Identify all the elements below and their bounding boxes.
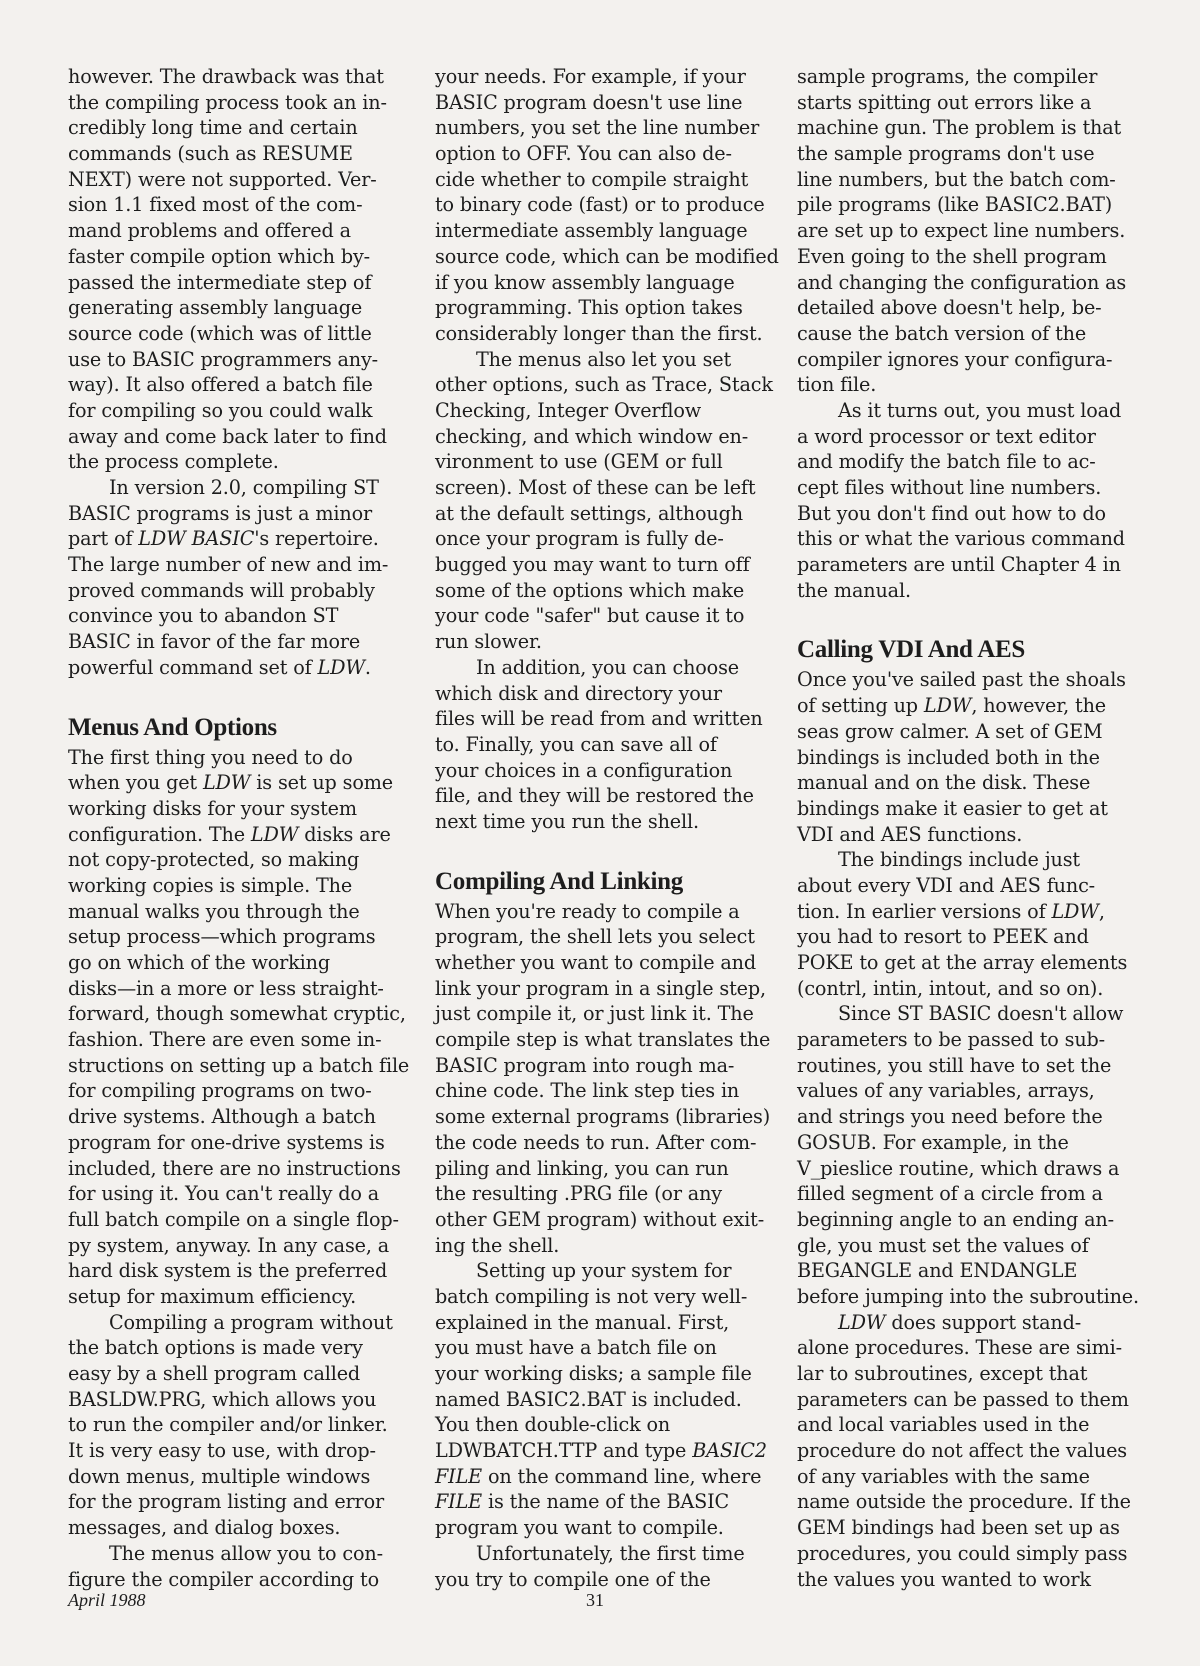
text-line: and changing the configuration as xyxy=(797,270,1127,294)
text-line: BASIC in favor of the far more xyxy=(68,630,361,654)
text-line: the resulting .PRG file (or any xyxy=(435,1182,722,1206)
text-line: source code, which can be modified xyxy=(435,244,779,268)
text-line: forward, though somewhat cryptic, xyxy=(68,1002,406,1026)
text-line: full batch compile on a single flop- xyxy=(68,1207,399,1231)
text-line: some of the options which make xyxy=(435,578,745,602)
text-line: ing the shell. xyxy=(435,1233,560,1257)
text-line: your choices in a configuration xyxy=(435,758,733,782)
text-line: BASLDW.PRG, which allows you xyxy=(68,1387,377,1411)
text-line: piling and linking, you can run xyxy=(435,1156,729,1180)
text-line: this or what the various command xyxy=(797,527,1125,551)
text-line: Compiling a program without xyxy=(109,1310,393,1334)
text-line: BASIC programs is just a minor xyxy=(68,501,372,525)
text-line: numbers, you set the line number xyxy=(435,116,760,140)
text-line: The large number of new and im- xyxy=(68,553,389,577)
text-line: vironment to use (GEM or full xyxy=(435,450,723,474)
text-line: chine code. The link step ties in xyxy=(435,1079,740,1103)
text-line: go on which of the working xyxy=(68,951,330,974)
text-line: for using it. You can't really do a xyxy=(68,1182,379,1206)
text-line: detailed above doesn't help, be- xyxy=(797,296,1102,320)
text-line: to run the compiler and/or linker. xyxy=(68,1413,388,1437)
paragraph xyxy=(435,1541,771,1592)
text-line: use to BASIC programmers any- xyxy=(68,347,379,371)
text-line: source code (which was of little xyxy=(68,321,372,345)
text-line: which disk and directory your xyxy=(435,681,722,705)
text-line: Even going to the shell program xyxy=(797,244,1107,268)
text-line: structions on setting up a batch file xyxy=(68,1053,410,1077)
text-line: about every VDI and AES func- xyxy=(797,873,1096,897)
text-line: for compiling programs on two- xyxy=(68,1079,372,1103)
section-heading: Compiling And Linking xyxy=(435,867,683,895)
paragraph xyxy=(797,847,1133,1001)
text-line: the manual. xyxy=(797,578,911,602)
paragraph xyxy=(435,64,779,347)
section-gap xyxy=(797,603,1133,634)
text-line: bugged you may want to turn off xyxy=(435,553,750,577)
text-line: the sample programs don't use xyxy=(797,142,1095,166)
text-line: if you know assembly language xyxy=(435,270,735,294)
text-line: considerably longer than the first. xyxy=(435,321,763,345)
text-line: beginning angle to an ending an- xyxy=(797,1207,1114,1231)
page-number: 31 xyxy=(586,1590,604,1610)
text-line: the values you wanted to work xyxy=(797,1567,1091,1591)
text-line: bindings make it easier to get at xyxy=(797,796,1108,820)
text-line: you try to compile one of the xyxy=(435,1567,711,1591)
text-line: manual and on the disk. These xyxy=(797,771,1091,795)
text-line: bindings is included both in the xyxy=(797,745,1100,769)
paragraph xyxy=(68,1310,404,1541)
text-line: alone procedures. These are simi- xyxy=(797,1336,1122,1360)
text-line: FILE is the name of the BASIC xyxy=(435,1490,730,1514)
text-line: disks—in a more or less straight- xyxy=(68,976,384,1000)
text-line: whether you want to compile and xyxy=(435,951,757,974)
text-line: program, the shell lets you select xyxy=(435,925,755,949)
text-line: your working disks; a sample file xyxy=(435,1362,752,1385)
text-line: drive systems. Although a batch xyxy=(68,1105,376,1129)
issue-date: April 1988 xyxy=(68,1590,146,1610)
section-heading: Calling VDI And AES xyxy=(797,636,1025,664)
text-line: of any variables with the same xyxy=(797,1464,1090,1488)
text-line: figure the compiler according to xyxy=(68,1567,379,1591)
text-line: compile step is what translates the xyxy=(435,1028,771,1052)
text-line: Since ST BASIC doesn't allow xyxy=(838,1002,1124,1026)
section-heading: Menus And Options xyxy=(68,713,277,741)
paragraph xyxy=(435,1258,771,1541)
text-line: sample programs, the compiler xyxy=(797,65,1098,88)
text-line: when you get LDW is set up some xyxy=(68,771,393,795)
text-line: are set up to expect line numbers. xyxy=(797,219,1126,243)
text-line: passed the intermediate step of xyxy=(68,270,372,294)
text-line: you must have a batch file on xyxy=(435,1336,717,1360)
text-line: generating assembly language xyxy=(68,296,363,320)
text-line: setup process—which programs xyxy=(68,925,376,949)
text-line: easy by a shell program called xyxy=(68,1362,361,1385)
text-line: procedures, you could simply pass xyxy=(797,1541,1128,1565)
paragraph xyxy=(797,1310,1133,1593)
text-line: convince you to abandon ST xyxy=(68,604,339,628)
text-line: Once you've sailed past the shoals xyxy=(797,668,1126,692)
text-line: machine gun. The problem is that xyxy=(797,116,1122,140)
text-column-2 xyxy=(435,64,779,1592)
text-line: As it turns out, you must load xyxy=(838,398,1122,422)
text-line: The menus allow you to con- xyxy=(109,1541,383,1565)
text-line: powerful command set of LDW. xyxy=(68,655,371,679)
text-line: programming. This option takes xyxy=(435,296,743,320)
text-line: credibly long time and certain xyxy=(68,116,358,140)
text-line: VDI and AES functions. xyxy=(797,822,1023,846)
text-line: the code needs to run. After com- xyxy=(435,1130,757,1154)
text-line: In version 2.0, compiling ST xyxy=(109,476,379,499)
text-line: batch compiling is not very well- xyxy=(435,1284,748,1308)
text-line: LDWBATCH.TTP and type BASIC2 xyxy=(435,1439,767,1463)
text-line: screen). Most of these can be left xyxy=(435,476,756,499)
text-line: run slower. xyxy=(435,630,542,654)
text-line: working disks for your system xyxy=(68,796,357,820)
paragraph xyxy=(68,64,404,475)
paragraph xyxy=(435,347,771,655)
paragraph xyxy=(68,1541,404,1592)
text-line: py system, anyway. In any case, a xyxy=(68,1233,390,1257)
text-line: BASIC program into rough ma- xyxy=(435,1053,735,1077)
text-line: way). It also offered a batch file xyxy=(68,373,373,397)
text-line: starts spitting out errors like a xyxy=(797,90,1092,114)
text-line: program you want to compile. xyxy=(435,1516,724,1540)
text-line: some external programs (libraries) xyxy=(435,1105,771,1129)
text-line: away and come back later to find xyxy=(68,424,387,448)
text-line: procedure do not affect the values xyxy=(797,1439,1127,1463)
paragraph xyxy=(797,64,1133,398)
text-line: not copy-protected, so making xyxy=(68,848,360,872)
text-line: before jumping into the subroutine. xyxy=(797,1284,1139,1308)
text-line: POKE to get at the array elements xyxy=(797,951,1128,974)
text-line: option to OFF. You can also de- xyxy=(435,142,732,166)
text-line: program for one-drive systems is xyxy=(68,1130,385,1154)
section-gap xyxy=(68,681,404,712)
text-line: compiler ignores your configura- xyxy=(797,347,1113,371)
text-line: line numbers, but the batch com- xyxy=(797,167,1116,191)
text-line: filled segment of a circle from a xyxy=(797,1182,1103,1206)
text-line: next time you run the shell. xyxy=(435,809,699,833)
text-line: parameters to be passed to sub- xyxy=(797,1028,1105,1052)
text-line: the process complete. xyxy=(68,450,279,474)
text-column-1 xyxy=(68,64,410,1592)
text-line: for compiling so you could walk xyxy=(68,398,373,422)
text-line: It is very easy to use, with drop- xyxy=(68,1439,376,1463)
text-line: NEXT) were not supported. Ver- xyxy=(68,167,377,191)
text-line: manual walks you through the xyxy=(68,899,360,923)
text-line: BEGANGLE and ENDANGLE xyxy=(797,1259,1078,1283)
text-line: The bindings include just xyxy=(838,848,1080,872)
paragraph xyxy=(435,655,771,835)
text-line: Unfortunately, the first time xyxy=(476,1541,745,1565)
text-line: But you don't find out how to do xyxy=(797,501,1106,525)
text-line: The menus also let you set xyxy=(476,347,732,371)
text-line: seas grow calmer. A set of GEM xyxy=(797,719,1103,743)
paragraph xyxy=(68,745,410,1310)
text-line: named BASIC2.BAT is included. xyxy=(435,1387,742,1411)
text-line: (contrl, intin, intout, and so on). xyxy=(797,976,1104,1000)
paragraph xyxy=(797,667,1133,847)
text-line: messages, and dialog boxes. xyxy=(68,1516,341,1540)
text-line: other GEM program) without exit- xyxy=(435,1207,765,1231)
text-line: link your program in a single step, xyxy=(435,976,766,1000)
text-line: Setting up your system for xyxy=(476,1259,732,1283)
text-line: setup for maximum efficiency. xyxy=(68,1284,357,1308)
text-line: parameters are until Chapter 4 in xyxy=(797,553,1121,577)
text-line: When you're ready to compile a xyxy=(435,899,740,923)
text-line: FILE on the command line, where xyxy=(435,1464,762,1488)
section-gap xyxy=(435,835,771,866)
text-line: commands (such as RESUME xyxy=(68,142,353,166)
text-line: at the default settings, although xyxy=(435,501,743,525)
text-line: you had to resort to PEEK and xyxy=(797,925,1089,949)
text-line: files will be read from and written xyxy=(435,707,763,731)
text-line: LDW does support stand- xyxy=(838,1310,1082,1334)
text-line: Checking, Integer Overflow xyxy=(435,398,702,422)
paragraph xyxy=(435,899,771,1259)
text-line: the batch options is made very xyxy=(68,1336,363,1360)
text-line: and strings you need before the xyxy=(797,1105,1103,1129)
text-line: mand problems and offered a xyxy=(68,219,351,243)
paragraph xyxy=(797,398,1133,604)
text-line: pile programs (like BASIC2.BAT) xyxy=(797,193,1113,217)
text-line: faster compile option which by- xyxy=(68,244,370,268)
text-line: a word processor or text editor xyxy=(797,424,1096,448)
text-line: cept files without line numbers. xyxy=(797,476,1102,499)
text-line: cide whether to compile straight xyxy=(435,167,749,191)
paragraph xyxy=(68,475,404,681)
text-line: In addition, you can choose xyxy=(476,655,739,679)
text-line: sion 1.1 fixed most of the com- xyxy=(68,193,363,217)
text-line: You then double-click on xyxy=(435,1413,671,1437)
text-line: fashion. There are even some in- xyxy=(68,1028,382,1052)
text-line: intermediate assembly language xyxy=(435,219,748,243)
text-line: to. Finally, you can save all of xyxy=(435,732,717,756)
text-line: parameters can be passed to them xyxy=(797,1387,1129,1411)
text-line: just compile it, or just link it. The xyxy=(435,1002,754,1026)
text-line: explained in the manual. First, xyxy=(435,1310,730,1334)
text-line: lar to subroutines, except that xyxy=(797,1362,1088,1385)
text-line: down menus, multiple windows xyxy=(68,1464,371,1488)
text-line: to binary code (fast) or to produce xyxy=(435,193,765,217)
text-line: the compiling process took an in- xyxy=(68,90,387,114)
text-line: GEM bindings had been set up as xyxy=(797,1516,1120,1540)
text-line: and local variables used in the xyxy=(797,1413,1090,1437)
text-line: routines, you still have to set the xyxy=(797,1053,1112,1077)
text-line: checking, and which window en- xyxy=(435,424,749,448)
text-line: tion. In earlier versions of LDW, xyxy=(797,899,1105,923)
text-line: proved commands will probably xyxy=(68,578,375,602)
text-line: configuration. The LDW disks are xyxy=(68,822,391,846)
text-line: other options, such as Trace, Stack xyxy=(435,373,773,397)
text-line: once your program is fully de- xyxy=(435,527,724,551)
text-line: GOSUB. For example, in the xyxy=(797,1130,1069,1154)
paragraph xyxy=(797,1001,1139,1309)
text-line: your code "safer" but cause it to xyxy=(435,604,745,628)
text-line: file, and they will be restored the xyxy=(435,784,754,808)
text-line: hard disk system is the preferred xyxy=(68,1259,388,1283)
text-line: your needs. For example, if your xyxy=(435,65,746,88)
text-line: working copies is simple. The xyxy=(68,873,353,897)
text-line: The first thing you need to do xyxy=(68,745,353,769)
text-line: and modify the batch file to ac- xyxy=(797,450,1096,474)
text-line: for the program listing and error xyxy=(68,1490,385,1514)
text-line: V_pieslice routine, which draws a xyxy=(797,1156,1120,1180)
text-line: cause the batch version of the xyxy=(797,321,1087,345)
text-line: name outside the procedure. If the xyxy=(797,1490,1131,1514)
text-line: part of LDW BASIC's repertoire. xyxy=(68,527,379,551)
text-line: of setting up LDW, however, the xyxy=(797,694,1106,718)
text-column-3 xyxy=(797,64,1139,1592)
text-line: values of any variables, arrays, xyxy=(797,1079,1095,1103)
text-line: tion file. xyxy=(797,373,877,397)
text-line: included, there are no instructions xyxy=(68,1156,401,1180)
text-line: however. The drawback was that xyxy=(68,65,384,88)
text-line: BASIC program doesn't use line xyxy=(435,90,743,114)
text-line: gle, you must set the values of xyxy=(797,1233,1089,1257)
